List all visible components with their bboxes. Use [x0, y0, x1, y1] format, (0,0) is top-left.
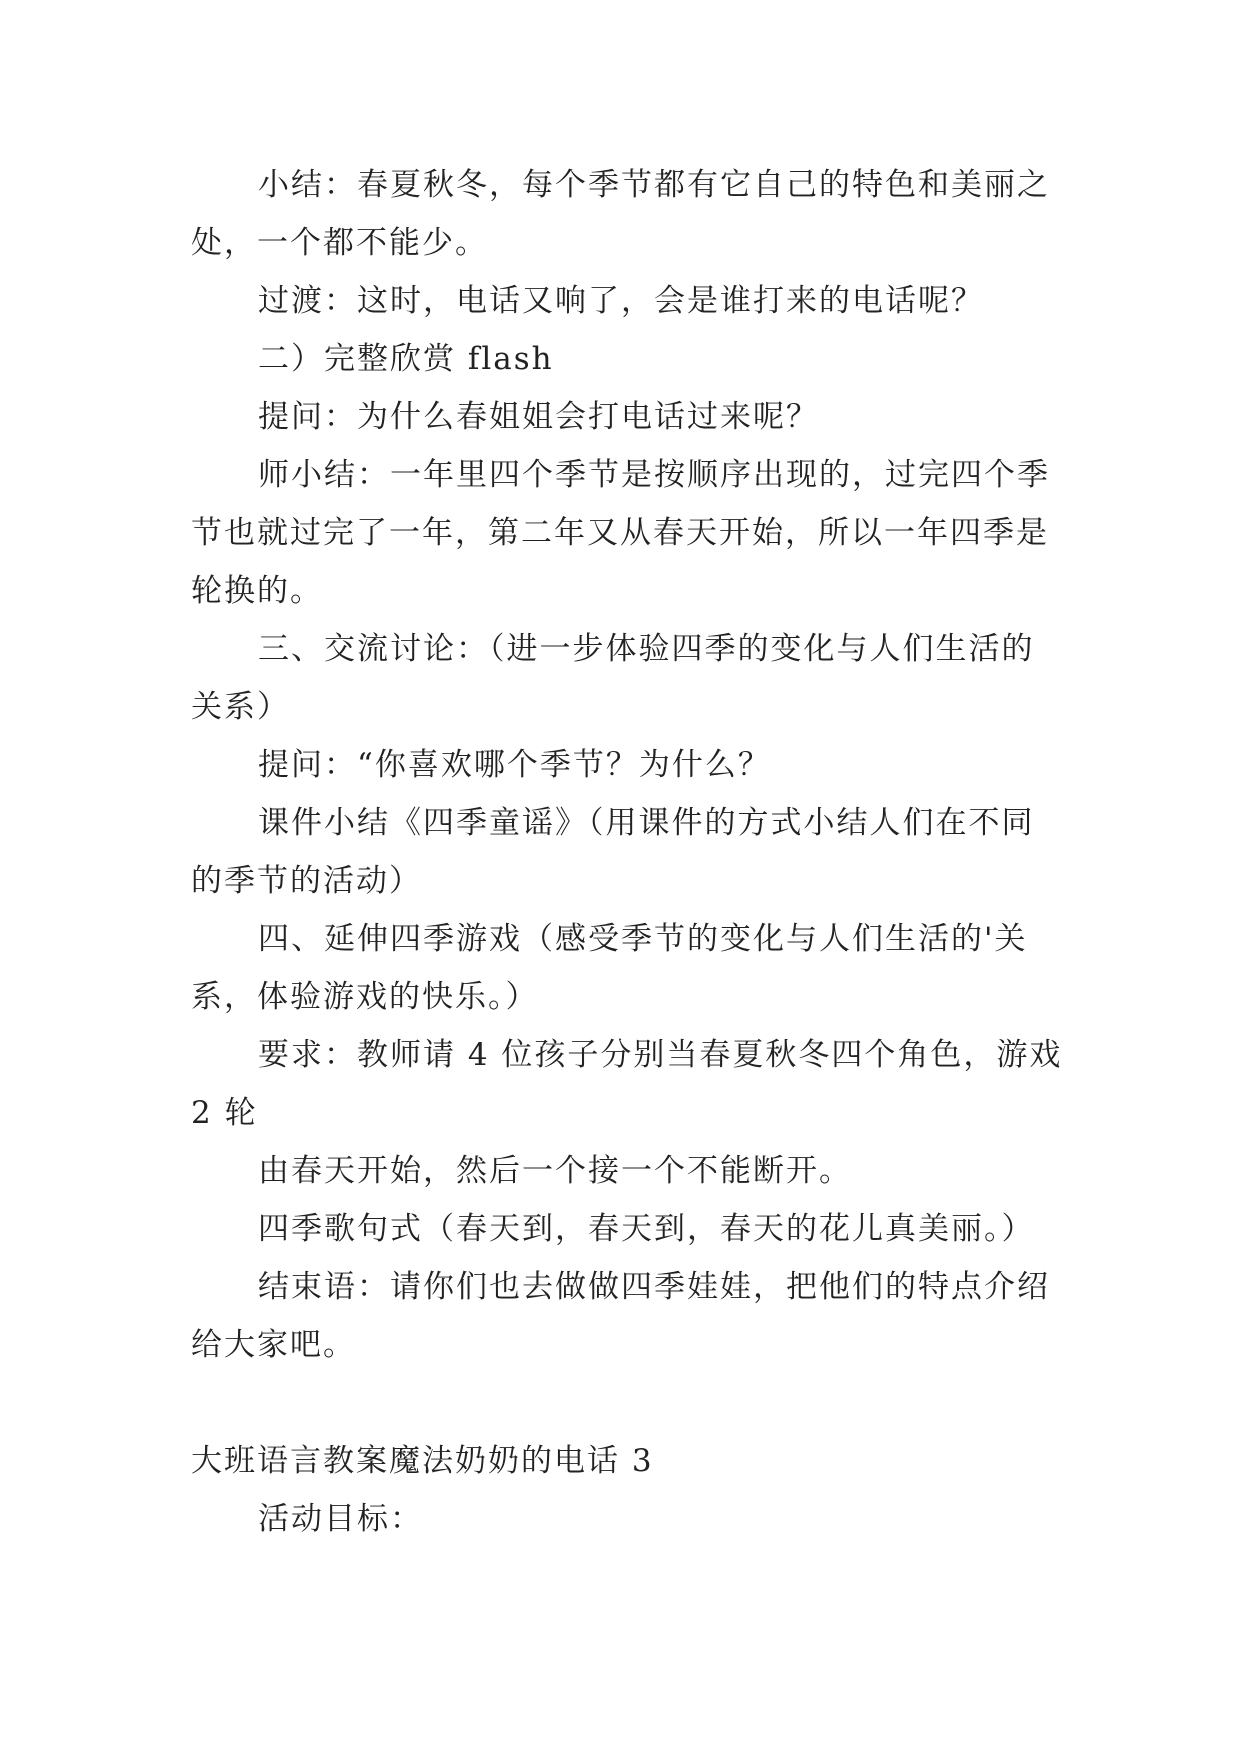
- paragraph-question-2: 提问：“你喜欢哪个季节？为什么？: [258, 747, 771, 783]
- section-heading-discussion-line-1: 三、交流讨论：（进一步体验四季的变化与人们生活的: [258, 631, 1035, 667]
- paragraph-question-1: 提问：为什么春姐姐会打电话过来呢？: [258, 399, 819, 435]
- section-heading-discussion-line-2: 关系）: [191, 689, 290, 725]
- section-heading-game-line-1: 四、延伸四季游戏（感受季节的变化与人们生活的'关: [258, 921, 1028, 957]
- paragraph-courseware-line-1: 课件小结《四季童谣》（用课件的方式小结人们在不同: [258, 805, 1035, 841]
- paragraph-closing-line-2: 给大家吧。: [191, 1327, 356, 1363]
- paragraph-closing-line-1: 结束语：请你们也去做做四季娃娃，把他们的特点介绍: [258, 1269, 1050, 1305]
- paragraph-summary-line-2: 处，一个都不能少。: [191, 225, 488, 261]
- paragraph-teacher-summary-line-3: 轮换的。: [191, 573, 323, 609]
- paragraph-summary-line-1: 小结：春夏秋冬，每个季节都有它自己的特色和美丽之: [258, 167, 1050, 203]
- paragraph-requirement-line-1: 要求：教师请 4 位孩子分别当春夏秋冬四个角色，游戏: [258, 1037, 1063, 1073]
- lesson-plan-title: 大班语言教案魔法奶奶的电话 3: [191, 1443, 654, 1479]
- activity-goals-heading: 活动目标：: [258, 1501, 423, 1537]
- paragraph-requirement-line-2: 2 轮: [191, 1095, 258, 1131]
- paragraph-teacher-summary-line-1: 师小结：一年里四个季节是按顺序出现的，过完四个季: [258, 457, 1050, 493]
- paragraph-transition: 过渡：这时，电话又响了，会是谁打来的电话呢？: [258, 283, 984, 319]
- paragraph-sequence: 由春天开始，然后一个接一个不能断开。: [258, 1153, 852, 1189]
- section-heading-game-line-2: 系，体验游戏的快乐。）: [191, 979, 539, 1015]
- paragraph-teacher-summary-line-2: 节也就过完了一年，第二年又从春天开始，所以一年四季是: [191, 515, 1049, 551]
- paragraph-song-pattern: 四季歌句式（春天到，春天到，春天的花儿真美丽。）: [258, 1211, 1035, 1247]
- paragraph-courseware-line-2: 的季节的活动）: [191, 863, 422, 899]
- section-heading-flash: 二）完整欣赏 flash: [258, 341, 554, 377]
